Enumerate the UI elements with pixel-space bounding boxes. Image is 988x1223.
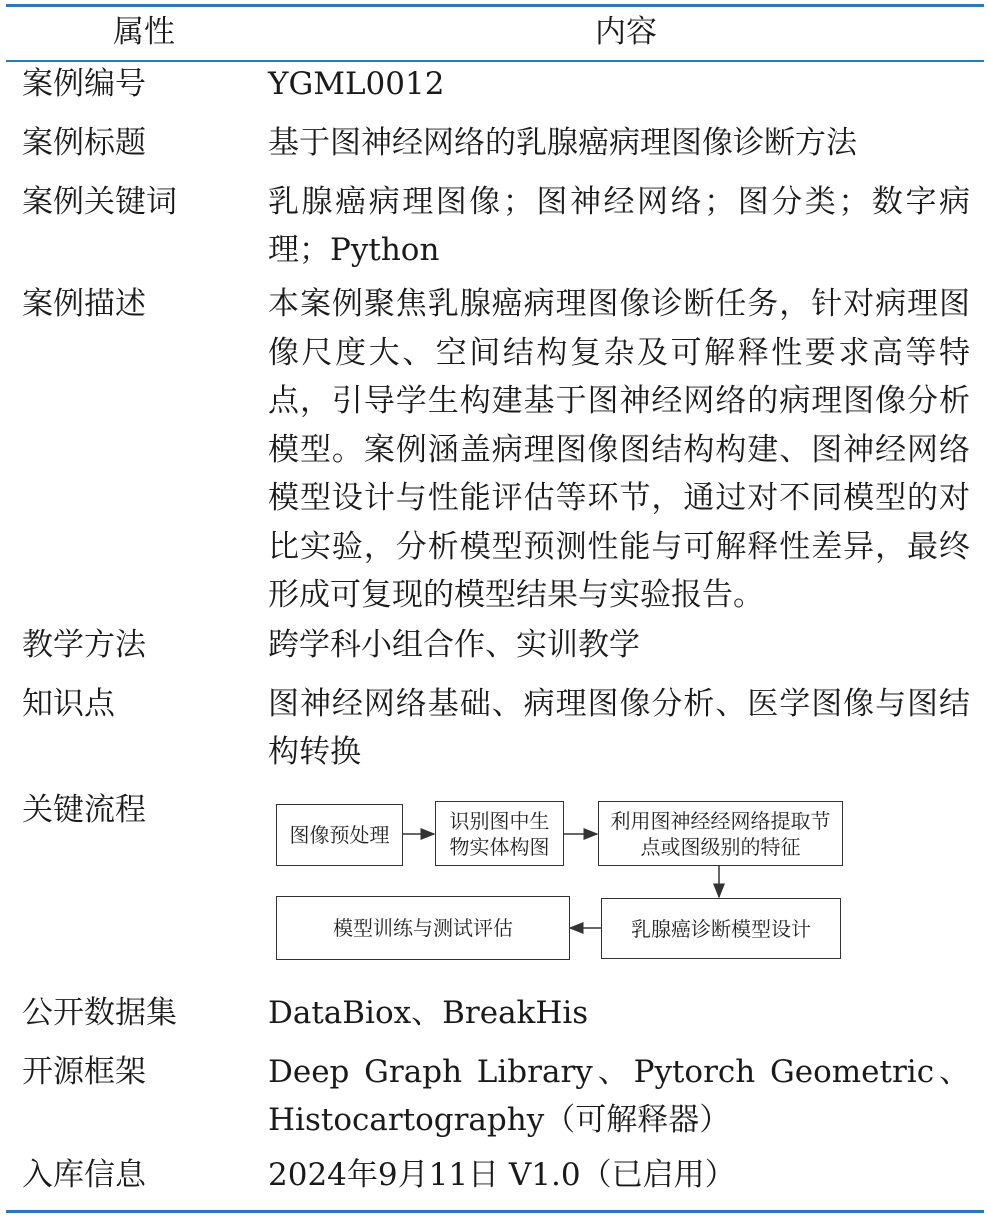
key-process-flowchart bbox=[268, 798, 848, 968]
label-teaching-method: 教学方法 bbox=[22, 627, 146, 663]
value-case-id: YGML0012 bbox=[268, 66, 445, 102]
label-datasets: 公开数据集 bbox=[22, 995, 177, 1031]
label-knowledge-points: 知识点 bbox=[22, 686, 115, 722]
value-frameworks: Deep Graph Library、Pytorch Geometric、Histocartography（可解释器） bbox=[268, 1054, 970, 1138]
value-archive-info: 2024年9月11日 V1.0（已启用） bbox=[268, 1157, 736, 1193]
flow-step-feature-extraction: 利用图神经经网络提取节点或图级别的特征 bbox=[598, 801, 843, 866]
label-key-process: 关键流程 bbox=[22, 792, 146, 828]
flow-step-preprocess: 图像预处理 bbox=[276, 804, 403, 866]
header-attribute: 属性 bbox=[113, 14, 175, 50]
case-info-table bbox=[6, 4, 984, 1214]
value-keywords: 乳腺癌病理图像；图神经网络；图分类；数字病理；Python bbox=[268, 184, 970, 268]
label-case-id: 案例编号 bbox=[22, 66, 146, 102]
value-knowledge-points: 图神经网络基础、病理图像分析、医学图像与图结构转换 bbox=[268, 686, 970, 770]
label-archive-info: 入库信息 bbox=[22, 1157, 146, 1193]
value-teaching-method: 跨学科小组合作、实训教学 bbox=[268, 627, 640, 663]
label-frameworks: 开源框架 bbox=[22, 1054, 146, 1090]
flow-step-train-evaluate: 模型训练与测试评估 bbox=[276, 896, 570, 960]
flow-step-model-design: 乳腺癌诊断模型设计 bbox=[601, 898, 841, 959]
header-content: 内容 bbox=[595, 14, 657, 50]
table-bottom-rule bbox=[6, 1210, 984, 1213]
value-datasets: DataBiox、BreakHis bbox=[268, 995, 589, 1031]
label-case-title: 案例标题 bbox=[22, 125, 146, 161]
table-top-rule bbox=[6, 4, 984, 7]
label-keywords: 案例关键词 bbox=[22, 184, 177, 220]
value-description: 本案例聚焦乳腺癌病理图像诊断任务，针对病理图像尺度大、空间结构复杂及可解释性要求高等特点，引导学生构建基于图神经网络的病理图像分析模型。案例涵盖病理图像图结构构建、图神经网络模型设计与性能评估等环节，通过对不同模型的对比实验，分析模型预测性能与可解释性差异，最终形成可复现的模型结果与实验报告。 bbox=[268, 286, 970, 613]
value-case-title: 基于图神经网络的乳腺癌病理图像诊断方法 bbox=[268, 125, 857, 161]
flow-step-entity-graph: 识别图中生物实体构图 bbox=[435, 801, 564, 866]
label-description: 案例描述 bbox=[22, 286, 146, 322]
